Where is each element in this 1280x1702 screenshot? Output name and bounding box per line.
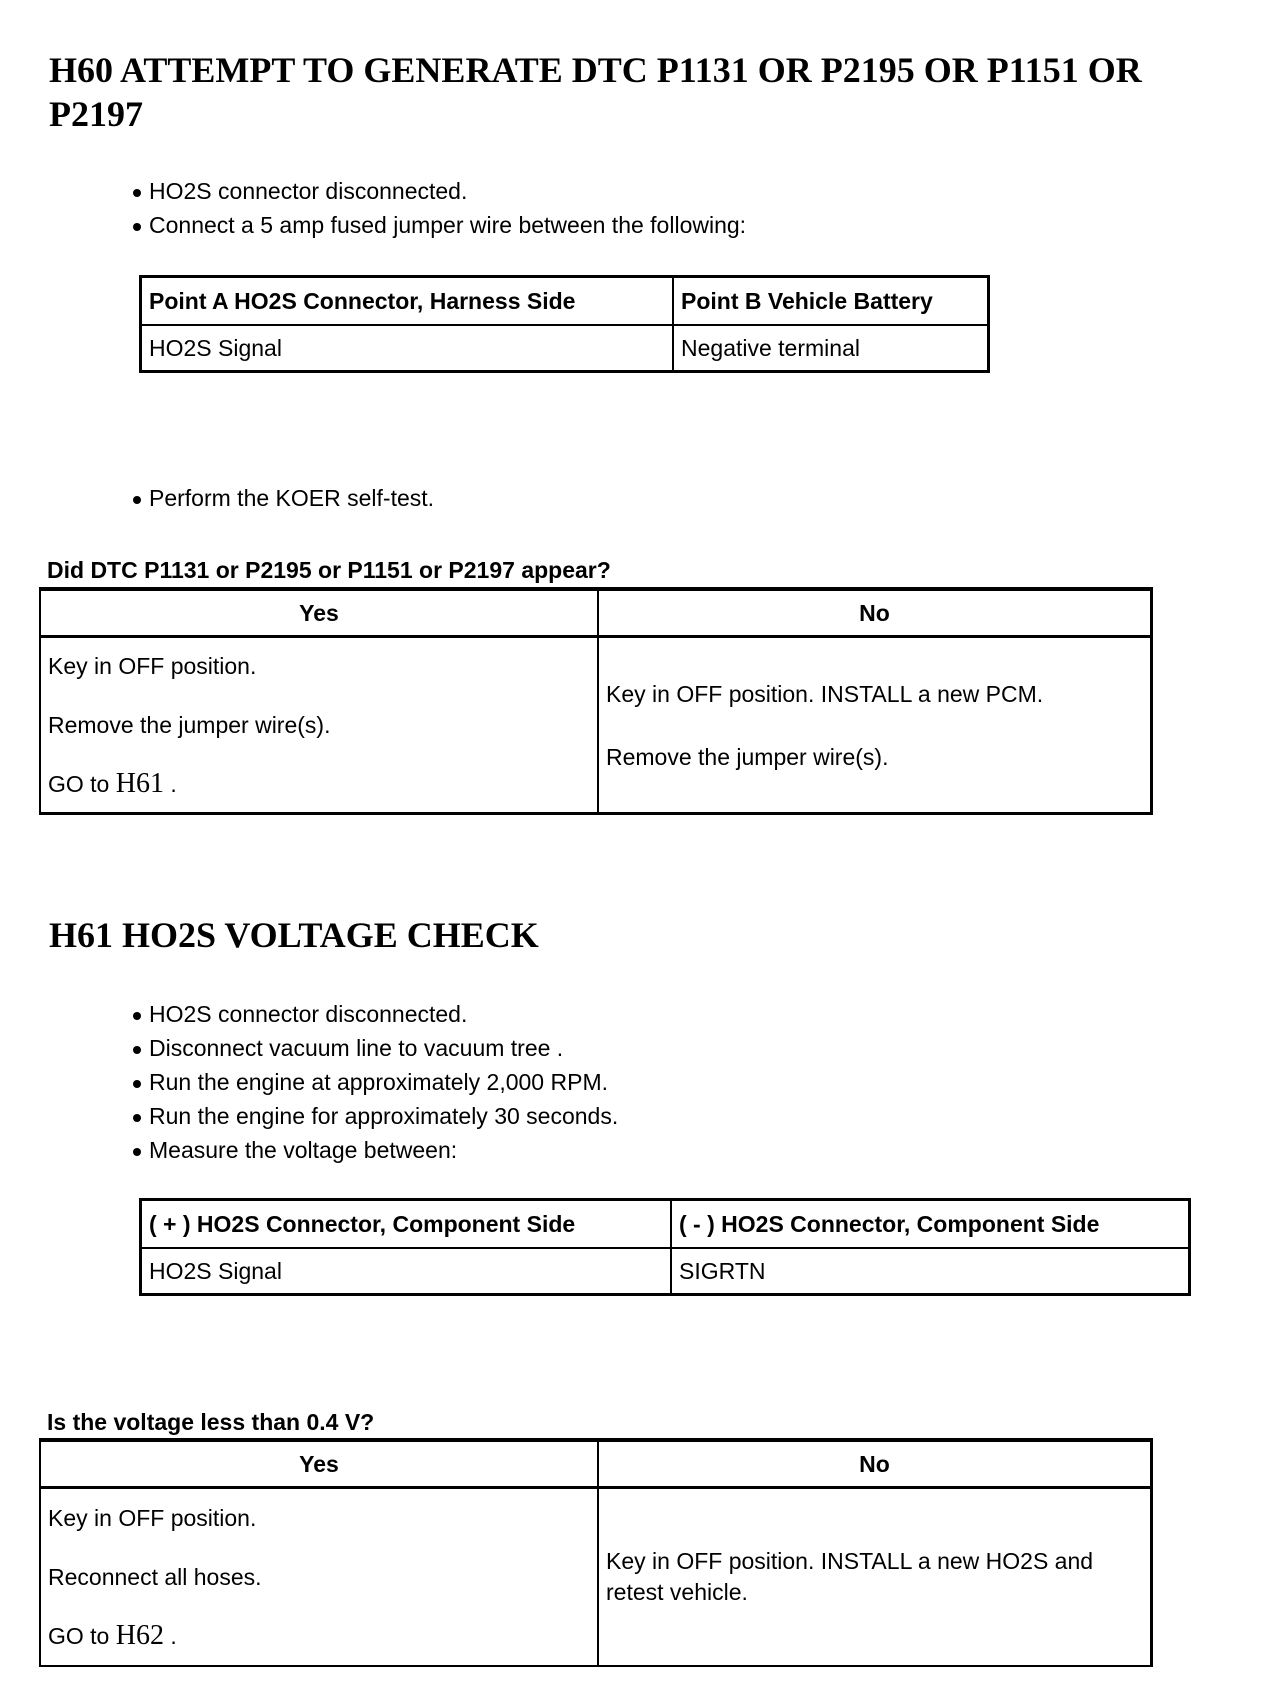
h61-step-list — [133, 997, 618, 1167]
table-row — [40, 637, 1152, 814]
instruction-line: Remove the jumper wire(s). — [606, 743, 889, 770]
no-header: No — [598, 1440, 1152, 1488]
h61-question: Is the voltage less than 0.4 V? — [47, 1409, 375, 1435]
goto-h61-link[interactable]: H61 — [115, 768, 164, 799]
instruction-line: Key in OFF position. INSTALL a new PCM. — [606, 680, 1044, 707]
table-cell: Negative terminal — [673, 325, 989, 372]
bullet-icon — [133, 1148, 141, 1156]
table-header-row — [40, 589, 1152, 637]
yes-header: Yes — [40, 589, 598, 637]
yes-header: Yes — [40, 1440, 598, 1488]
title-line-2: P2197 — [49, 94, 143, 134]
h61-connection-table — [139, 1198, 1191, 1296]
table-row — [141, 325, 989, 372]
table-cell: HO2S Signal — [141, 1248, 672, 1295]
goto-line: GO to H61 . — [48, 768, 177, 799]
column-header: ( + ) HO2S Connector, Component Side — [141, 1200, 672, 1249]
instruction-line: Key in OFF position. INSTALL a new HO2S and retest vehicle. — [606, 1547, 1094, 1605]
list-item: Measure the voltage between: — [133, 1133, 618, 1167]
list-item: Run the engine at approximately 2,000 RPM. — [133, 1065, 618, 1099]
bullet-icon — [133, 223, 141, 231]
column-header: ( - ) HO2S Connector, Component Side — [671, 1200, 1190, 1249]
list-item: Connect a 5 amp fused jumper wire between the following: — [133, 208, 746, 242]
section-title-h61: H61 HO2S VOLTAGE CHECK — [49, 915, 539, 955]
table-cell: SIGRTN — [671, 1248, 1190, 1295]
section-title-h60 — [49, 48, 1269, 136]
h61-decision-table — [39, 1438, 1153, 1667]
no-header: No — [598, 589, 1152, 637]
list-item: Disconnect vacuum line to vacuum tree . — [133, 1031, 618, 1065]
instruction-line: Reconnect all hoses. — [48, 1563, 262, 1590]
no-cell — [598, 1488, 1152, 1666]
bullet-icon — [133, 1012, 141, 1020]
column-header: Point B Vehicle Battery — [673, 277, 989, 326]
goto-h62-link[interactable]: H62 — [115, 1619, 164, 1651]
goto-line: GO to H62 . — [48, 1619, 177, 1651]
table-cell: HO2S Signal — [141, 325, 674, 372]
bullet-icon — [133, 1046, 141, 1054]
bullet-icon — [133, 189, 141, 197]
bullet-icon — [133, 1114, 141, 1122]
table-header-row — [40, 1440, 1152, 1488]
list-item: Run the engine for approximately 30 seconds. — [133, 1099, 618, 1133]
no-cell — [598, 637, 1152, 814]
h60-step-list — [133, 174, 746, 242]
h60-step-list-2 — [133, 481, 434, 515]
table-header-row — [141, 1200, 1190, 1249]
h60-decision-table — [39, 587, 1153, 815]
list-item: HO2S connector disconnected. — [133, 997, 618, 1031]
table-header-row — [141, 277, 989, 326]
list-item: Perform the KOER self-test. — [133, 481, 434, 515]
bullet-icon — [133, 496, 141, 504]
title-line-1: H60 ATTEMPT TO GENERATE DTC P1131 OR P2195 OR P1151 OR — [49, 50, 1142, 90]
table-row — [141, 1248, 1190, 1295]
table-row — [40, 1488, 1152, 1666]
instruction-line: Key in OFF position. — [48, 1504, 257, 1531]
instruction-line: Remove the jumper wire(s). — [48, 712, 331, 738]
instruction-line: Key in OFF position. — [48, 653, 257, 679]
yes-cell — [40, 1488, 598, 1666]
h60-connection-table — [139, 275, 990, 373]
column-header: Point A HO2S Connector, Harness Side — [141, 277, 674, 326]
h60-question: Did DTC P1131 or P2195 or P1151 or P2197 appear? — [47, 557, 611, 583]
yes-cell — [40, 637, 598, 814]
list-item: HO2S connector disconnected. — [133, 174, 746, 208]
bullet-icon — [133, 1080, 141, 1088]
